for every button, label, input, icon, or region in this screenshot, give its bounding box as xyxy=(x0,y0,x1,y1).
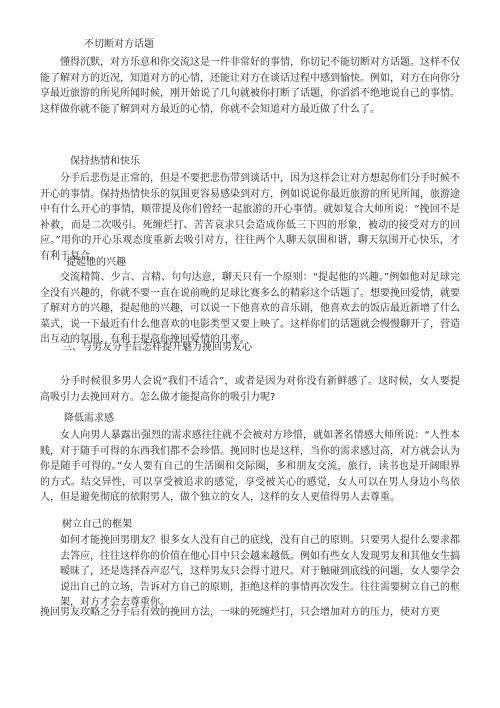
section-body-own-frame: 如何才能挽回男朋友？很多女人没有自己的底线，没有自己的原则。只要男人提什么要求都去答应，往往这样你的价值在他心目中只会越来越低。例如有些女人发现男友和其他女生搞暧昧了，还是选择吞声忍气，这样男友只会得寸进尺。对于触碰到底线的问题，女人要学会说出自己的立场，告诉对方自己的原则，拒绝这样的事情再次发生。往往需要树立自己的框架，对方才会去尊重你。 xyxy=(60,535,460,608)
section-heading-keep-warm: 保持热情和快乐 xyxy=(70,156,140,167)
section-heading-three: 三、与男友分手后怎样提升魅力挽回男友心 xyxy=(62,342,252,353)
section-body-keep-warm: 分手后悲伤是正常的，但是不要把悲伤带到谈话中，因为这样会让对方想起你们分手时候不开心的事情。保持热情快乐的氛围更容易感染到对方，例如说说你最近旅游的所见所闻，旅游途中有什么开心的事情，顺带提及你们曾经一起旅游的开心事情。就如复合大师所说：“挽回不是补救，而是二次吸引。死缠烂打、苦苦哀求只会造成你低三下四的形象，被动的接受对方的回应。”用你的开心乐观态度重新去吸引对方，往往两个人聊天氛围和谐，聊天氛围开心快乐，才有利于复合。 xyxy=(40,173,460,262)
section-heading-lower-need: 降低需求感 xyxy=(64,413,114,424)
closing-line: 挽回男友攻略之分手后有效的挽回方法，一味的死缠烂打，只会增加对方的压力，使对方更 xyxy=(40,607,440,618)
section-body-lower-need: 女人向男人暴露出强烈的需求感往往就不会被对方珍惜，就如著名情感大师所说：“人性本贱，对于随手可得的东西我们都不会珍惜。挽回时也是这样，当你的需求感过高，对方就会认为你是随手可得的。”女人要有自己的生活圈和交际圈，多和朋友交流，旅行，读书也是开阔眼界的方式。结交异性，可以享受被追求的感觉，享受被关心的感觉，女人可以在男人身边小鸟依人，但是避免彻底的依附男人，做个独立的女人，这样的女人更值得男人去尊重。 xyxy=(40,430,460,503)
section-body-no-interrupt: 懂得沉默，对方乐意和你交流这是一件非常好的事情，你切记不能切断对方话题。这样不仅能了解对方的近况，知道对方的心情，还能让对方在谈话过程中感到愉快。例如，对方在向你分享最近旅游的所见所闻时候，刚开始说了几句就被你打断了话题，你滔滔不绝地说自己的事情。这样做你就不能了解到对方最近的心情，你就不会知道对方最近做了什么了。 xyxy=(40,57,460,115)
section-heading-no-interrupt: 不切断对方话题 xyxy=(84,39,154,50)
section-body-three: 分手时候很多男人会说“我们不适合”，或者是因为对你没有新鲜感了。这时候，女人要提高吸引力去挽回对方。怎么做才能提高你的吸引力呢? xyxy=(40,376,460,403)
section-heading-own-frame: 树立自己的框架 xyxy=(62,519,132,530)
section-heading-raise-interest: 提起他的兴趣 xyxy=(66,257,126,268)
section-body-raise-interest: 交流精简、少言、言精、句句达意，聊天只有一个原则：“提起他的兴趣。”例如他对足球完全没有兴趣的，你就不要一直在说前晚的足球比赛多么的精彩这个话题了。想要挽回爱情，就要了解对方的兴趣，提起他的兴趣，可以说一下他喜欢的音乐剧，他喜欢去的饭店最近新增了什么菜式，说一下最近有什么他喜欢的电影类型又要上映了。这样你们的话题就会慢慢聊开了，营造出互动的氛围，有利于提高你挽回爱情的几率。 xyxy=(40,272,460,345)
